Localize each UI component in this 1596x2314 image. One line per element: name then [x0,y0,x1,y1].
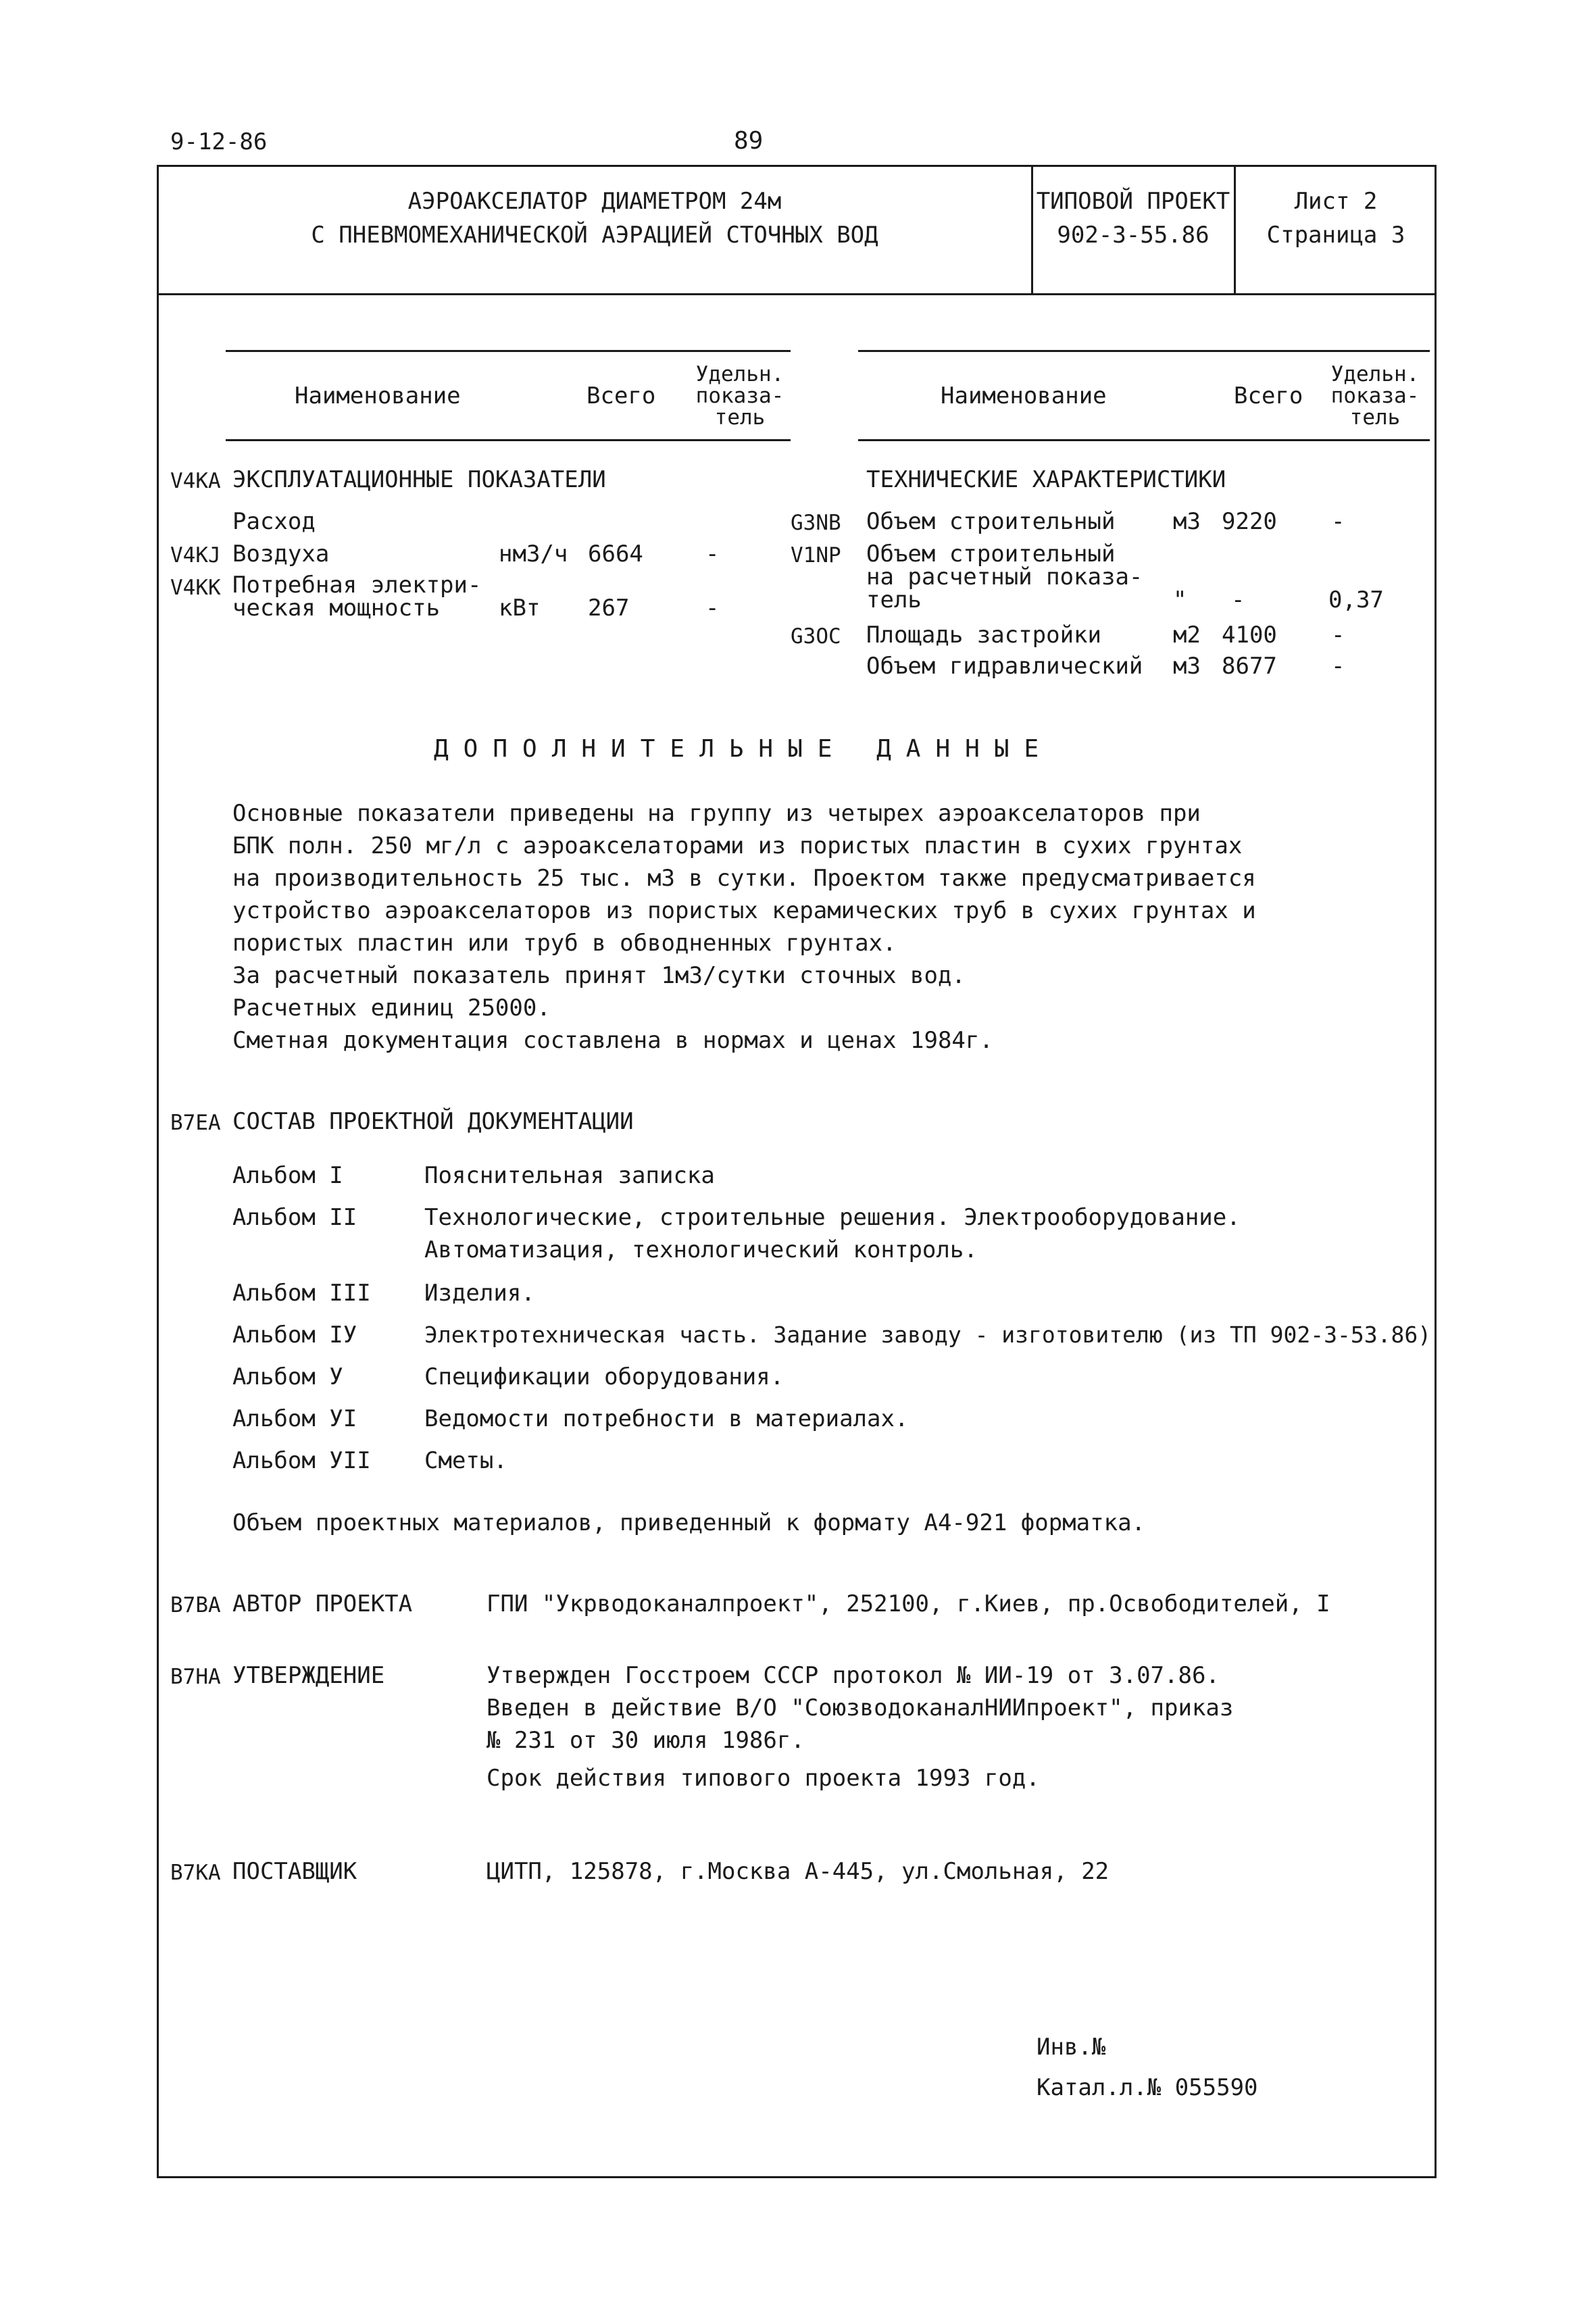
additional-line-7: Расчетных единиц 25000. [232,995,551,1022]
left-row-air-name: Воздуха [232,540,330,568]
left-row-power-code: V4KK [170,576,221,600]
left-row-power-name-1: Потребная электри- [232,572,482,599]
supplier-code: B7KA [170,1861,221,1885]
right-row-specvol-total: - [1231,586,1245,613]
right-header-name: Наименование [941,382,1107,409]
right-row-buildvol-name: Объем строительный [866,508,1116,535]
right-row-buildvol-unit: м3 [1173,508,1201,535]
right-row-area-code: G3OC [791,624,841,649]
header-col-divider-2 [1234,165,1236,293]
left-table-bottom-rule [226,439,791,441]
right-row-hydrovol-total: 8677 [1222,653,1277,680]
right-header-spec-1: Удельн. [1330,362,1420,386]
right-row-area-spec: - [1331,622,1345,649]
album-6-text: Ведомости потребности в материалах. [424,1405,909,1432]
header-col-divider-1 [1031,165,1033,293]
left-row-air-unit: нм3/ч [499,540,568,568]
right-row-specvol-name-2: на расчетный показа- [866,563,1143,590]
right-row-hydrovol-unit: м3 [1173,653,1201,680]
left-header-name: Наименование [295,382,461,409]
left-row-flow: Расход [232,508,316,535]
left-row-power-total: 267 [588,595,630,622]
catalog-number: Катал.л.№ 055590 [1037,2074,1258,2101]
additional-line-2: БПК полн. 250 мг/л с аэроакселаторами из пористых пластин в сухих грунтах [232,832,1243,859]
left-header-spec-3: тель [714,405,766,430]
right-row-buildvol-spec: - [1331,508,1345,535]
project-number: 902-3-55.86 [1057,222,1210,249]
approval-line-1: Утвержден Госстроем СССР протокол № ИИ-19 от 3.07.86. [487,1662,1220,1689]
composition-volume: Объем проектных материалов, приведенный к формату А4-921 форматка. [232,1509,1146,1536]
album-4-text: Электротехническая часть. Задание заводу - изготовителю (из ТП 902-3-53.86) [424,1322,1432,1348]
left-section-title: ЭКСПЛУАТАЦИОННЫЕ ПОКАЗАТЕЛИ [232,466,606,493]
album-6-label: Альбом УI [232,1405,357,1432]
page-number: 89 [734,127,764,155]
title-line-1: АЭРОАКСЕЛАТОР ДИАМЕТРОМ 24м [407,188,782,215]
right-header-spec-2: показа- [1330,384,1420,408]
left-section-code: V4KA [170,469,221,493]
author-text: ГПИ "Укрводоканалпроект", 252100, г.Киев, пр.Освободителей, I [487,1590,1330,1617]
album-5-text: Спецификации оборудования. [424,1363,784,1390]
sheet-number: Лист 2 [1294,188,1378,215]
album-1-label: Альбом I [232,1162,343,1189]
supplier-text: ЦИТП, 125878, г.Москва А-445, ул.Смольная, 22 [487,1858,1109,1885]
author-code: B7BA [170,1593,221,1617]
right-row-buildvol-total: 9220 [1222,508,1277,535]
composition-code: B7EA [170,1111,221,1135]
left-row-power-unit: кВт [499,595,541,622]
header-divider [157,293,1437,295]
right-row-buildvol-code: G3NB [791,511,841,535]
right-row-specvol-name-1: Объем строительный [866,540,1116,568]
right-table-bottom-rule [858,439,1430,441]
album-7-label: Альбом УII [232,1447,371,1474]
right-row-specvol-name-3: тель [866,586,922,613]
right-row-area-unit: м2 [1173,622,1201,649]
left-header-total: Всего [587,382,656,409]
right-row-specvol-unit: " [1173,586,1187,613]
left-header-spec-1: Удельн. [695,362,784,386]
right-row-specvol-spec: 0,37 [1328,586,1384,613]
composition-heading: СОСТАВ ПРОЕКТНОЙ ДОКУМЕНТАЦИИ [232,1108,634,1135]
album-3-text: Изделия. [424,1280,535,1307]
approval-code: B7HA [170,1665,221,1689]
album-2-text: Технологические, строительные решения. Электрооборудование. [424,1204,1241,1231]
right-row-hydrovol-spec: - [1331,653,1345,680]
left-row-power-name-2: ческая мощность [232,595,441,622]
additional-heading: ДОПОЛНИТЕЛЬНЫЕ ДАННЫЕ [434,735,1054,763]
additional-line-5: пористых пластин или труб в обводненных грунтах. [232,930,897,957]
right-row-specvol-code: V1NP [791,543,841,568]
left-row-air-total: 6664 [588,540,643,568]
right-header-spec-3: тель [1349,405,1401,430]
left-row-power-spec: - [705,595,720,622]
left-header-spec-2: показа- [695,384,784,408]
right-table-top-rule [858,350,1430,352]
supplier-label: ПОСТАВЩИК [232,1858,357,1885]
left-row-air-code: V4KJ [170,543,221,568]
approval-line-2: Введен в действие В/О "СоюзводоканалНИИпроект", приказ [487,1694,1234,1721]
album-2-text-2: Автоматизация, технологический контроль. [424,1236,978,1263]
additional-line-8: Сметная документация составлена в нормах и ценах 1984г. [232,1027,993,1054]
album-1-text: Пояснительная записка [424,1162,715,1189]
page-of: Страница 3 [1266,222,1405,249]
approval-line-3: № 231 от 30 июля 1986г. [487,1727,805,1754]
page-date: 9-12-86 [170,128,268,155]
right-row-area-total: 4100 [1222,622,1277,649]
right-header-total: Всего [1234,382,1303,409]
title-line-2: С ПНЕВМОМЕХАНИЧЕСКОЙ АЭРАЦИЕЙ СТОЧНЫХ ВОД [311,222,878,249]
right-row-area-name: Площадь застройки [866,622,1101,649]
album-4-label: Альбом IУ [232,1322,357,1349]
left-row-air-spec: - [705,540,720,568]
album-2-label: Альбом II [232,1204,357,1231]
additional-line-3: на производительность 25 тыс. м3 в сутки. Проектом также предусматривается [232,865,1256,892]
album-3-label: Альбом III [232,1280,371,1307]
right-section-title: ТЕХНИЧЕСКИЕ ХАРАКТЕРИСТИКИ [866,466,1226,493]
additional-line-4: устройство аэроакселаторов из пористых керамических труб в сухих грунтах и [232,897,1256,924]
approval-line-4: Срок действия типового проекта 1993 год. [487,1765,1040,1792]
author-label: АВТОР ПРОЕКТА [232,1590,413,1617]
album-7-text: Сметы. [424,1447,507,1474]
left-table-top-rule [226,350,791,352]
inventory-number: Инв.№ [1037,2034,1106,2061]
approval-label: УТВЕРЖДЕНИЕ [232,1662,385,1689]
album-5-label: Альбом У [232,1363,343,1390]
project-label: ТИПОВОЙ ПРОЕКТ [1036,188,1230,215]
additional-line-6: За расчетный показатель принят 1м3/сутки сточных вод. [232,962,966,989]
additional-line-1: Основные показатели приведены на группу из четырех аэроакселаторов при [232,800,1201,827]
right-row-hydrovol-name: Объем гидравлический [866,653,1143,680]
